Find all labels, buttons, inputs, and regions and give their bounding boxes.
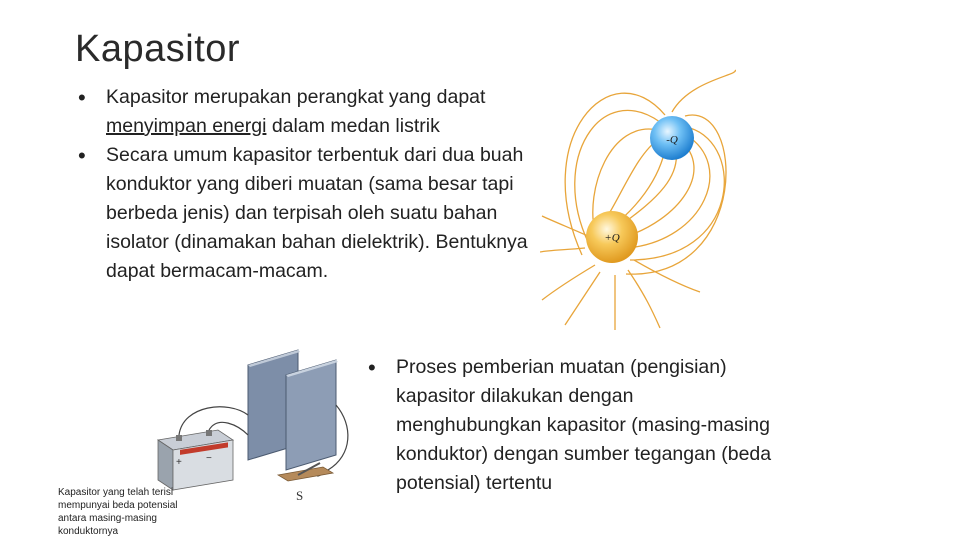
battery-plus-label: + [176, 457, 182, 468]
positive-charge-label: +Q [604, 232, 620, 244]
negative-charge-label: -Q [666, 134, 678, 146]
capacitor-circuit-illustration [148, 345, 368, 505]
bullet-text: Kapasitor merupakan perangkat yang dapat [106, 86, 486, 108]
bullet-dot: • [78, 85, 86, 110]
bullet-item-charging [368, 353, 776, 498]
bullet-text: Proses pemberian muatan (pengisian) kapasitor dilakukan dengan menghubungkan kapasitor (masing-masing konduktor) dengan sumber tegangan (beda potensial) tertentu [396, 356, 772, 494]
battery [158, 430, 233, 490]
bullet-dot: • [368, 355, 376, 380]
bullet-dot: • [78, 143, 86, 168]
figure-caption: Kapasitor yang telah terisi mempunyai beda potensial antara masing-masing konduktornya [58, 487, 178, 537]
bullet-item-structure [78, 141, 538, 286]
page-title: Kapasitor [75, 28, 241, 70]
electric-field-diagram [540, 60, 740, 330]
switch-label: S [296, 488, 304, 503]
field-lines [540, 70, 735, 330]
battery-minus-label: − [206, 453, 212, 464]
bullet-text: dalam medan listrik [266, 115, 440, 137]
bullet-list [78, 83, 538, 286]
capacitor-plates [248, 350, 338, 470]
bullet-item-definition [78, 83, 538, 141]
bullet-text: Secara umum kapasitor terbentuk dari dua buah konduktor yang diberi muatan (sama besar tapi berbeda jenis) dan terpisah oleh suatu bahan isolator (dinamakan bahan dielektrik). Bentuknya dapat bermacam-macam. [106, 144, 528, 282]
emphasis-text: menyimpan energi [106, 115, 267, 137]
